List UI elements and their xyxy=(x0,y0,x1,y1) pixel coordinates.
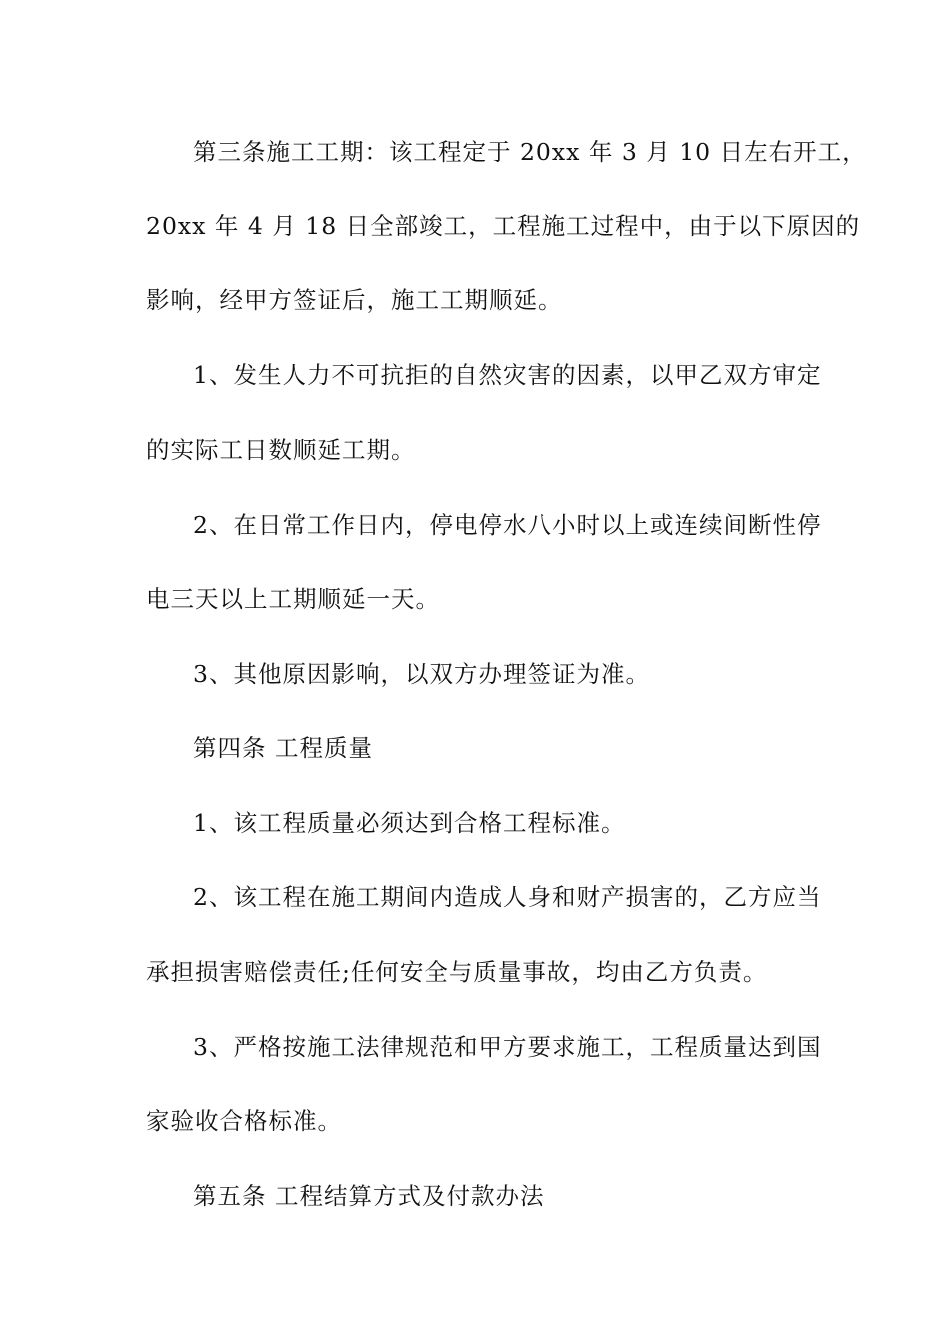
paragraph-line: 承担损害赔偿责任;任何安全与质量事故，均由乙方负责。 xyxy=(146,958,768,986)
section-heading: 第四条 工程质量 xyxy=(193,734,373,762)
paragraph-line: 3、其他原因影响，以双方办理签证为准。 xyxy=(193,660,650,688)
paragraph-line: 1、发生人力不可抗拒的自然灾害的因素，以甲乙双方审定 xyxy=(193,361,822,389)
paragraph-line: 20xx 年 4 月 18 日全部竣工，工程施工过程中，由于以下原因的 xyxy=(146,212,861,240)
paragraph-line: 3、严格按施工法律规范和甲方要求施工，工程质量达到国 xyxy=(193,1033,822,1061)
paragraph-line: 的实际工日数顺延工期。 xyxy=(146,436,416,464)
section-heading: 第五条 工程结算方式及付款办法 xyxy=(193,1182,545,1210)
paragraph-line: 第三条施工工期：该工程定于 20xx 年 3 月 10 日左右开工， xyxy=(193,138,867,166)
paragraph-line: 影响，经甲方签证后，施工工期顺延。 xyxy=(146,286,563,314)
paragraph-line: 2、在日常工作日内，停电停水八小时以上或连续间断性停 xyxy=(193,511,822,539)
paragraph-line: 2、该工程在施工期间内造成人身和财产损害的，乙方应当 xyxy=(193,883,822,911)
paragraph-line: 家验收合格标准。 xyxy=(146,1107,342,1135)
paragraph-line: 电三天以上工期顺延一天。 xyxy=(146,585,440,613)
paragraph-line: 1、该工程质量必须达到合格工程标准。 xyxy=(193,809,626,837)
